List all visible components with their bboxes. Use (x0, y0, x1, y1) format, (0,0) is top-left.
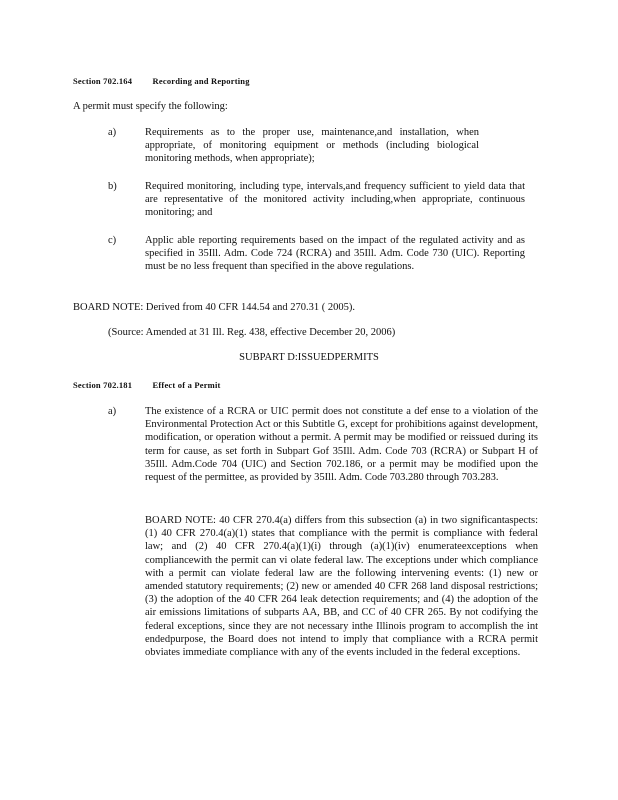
section-702-164-heading (73, 76, 268, 86)
section-number: Section 702.181 (73, 380, 133, 390)
subpart-heading: SUBPART D:ISSUEDPERMITS (239, 352, 379, 363)
item-label: b) (108, 181, 117, 192)
section-title: Recording and Reporting (152, 76, 250, 86)
intro-text: A permit must specify the following: (73, 101, 228, 112)
subsection-label: a) (108, 406, 117, 417)
item-text: Applic able reporting requirements based on the impact of the regulated activity and as specified in 35Ill. Adm. Code 724 (RCRA) and 35Ill. Adm. Code 730 (UIC). Reporting must be no less frequent than specified in the above regulations. (145, 235, 525, 273)
source-note: (Source: Amended at 31 Ill. Reg. 438, effective December 20, 2006) (108, 327, 396, 338)
item-label: c) (108, 235, 117, 246)
section-number: Section 702.164 (73, 76, 133, 86)
board-note-paragraph: BOARD NOTE: 40 CFR 270.4(a) differs from this subsection (a) in two significantaspects: (1) 40 CFR 270.4(a)(1) states that compliance with the permit is compliance with federal law; and (2) 40 CFR 270.4(a)(1)(i) through (a)(1)(iv) enumerateexceptions when compliancewith the permit can vi olate federal law. The exceptions under which compliance with a permit can violate federal law are the following intervening events: (1) new or amended statutory requirements; (2) new or amended 40 CFR 268 land disposal restrictions; (3) the adoption of the 40 CFR 264 leak detection requirements; and (4) the adoption of the air emissions limitations of subparts AA, BB, and CC of 40 CFR 265. By not codifying the federal exceptions, since they are not necessary inthe Illinois program to accomplish the int endedpurpose, the Board does not intend to imply that compliance with a RCRA permit obviates immediate compliance with any of the events included in the federal exceptions. (145, 515, 538, 659)
section-title: Effect of a Permit (152, 380, 221, 390)
board-note: BOARD NOTE: Derived from 40 CFR 144.54 and 270.31 ( 2005). (73, 302, 356, 313)
item-text: Requirements as to the proper use, maintenance,and installation, when appropriate, of monitoring equipment or methods (including biological monitoring methods, when appropriate); (145, 127, 479, 165)
subsection-text: The existence of a RCRA or UIC permit does not constitute a def ense to a violation of the Environmental Protection Act or this Subtitle G, except for prohibitions against development, modification, or operation without a permit. A permit may be modified or reissued during its term for cause, as set forth in Subpart Gof 35Ill. Adm. Code 703 (RCRA) or Subpart H of 35Ill. Adm.Code 704 (UIC) and Section 702.186, or a permit may be modified upon the request of the permittee, as provided by 35Ill. Adm. Code 703.280 through 703.283. (145, 406, 538, 484)
item-label: a) (108, 127, 117, 138)
item-text: Required monitoring, including type, intervals,and frequency sufficient to yield data that are representative of the monitored activity including,when appropriate, continuous monitoring; and (145, 181, 525, 219)
section-702-181-heading (73, 380, 239, 390)
